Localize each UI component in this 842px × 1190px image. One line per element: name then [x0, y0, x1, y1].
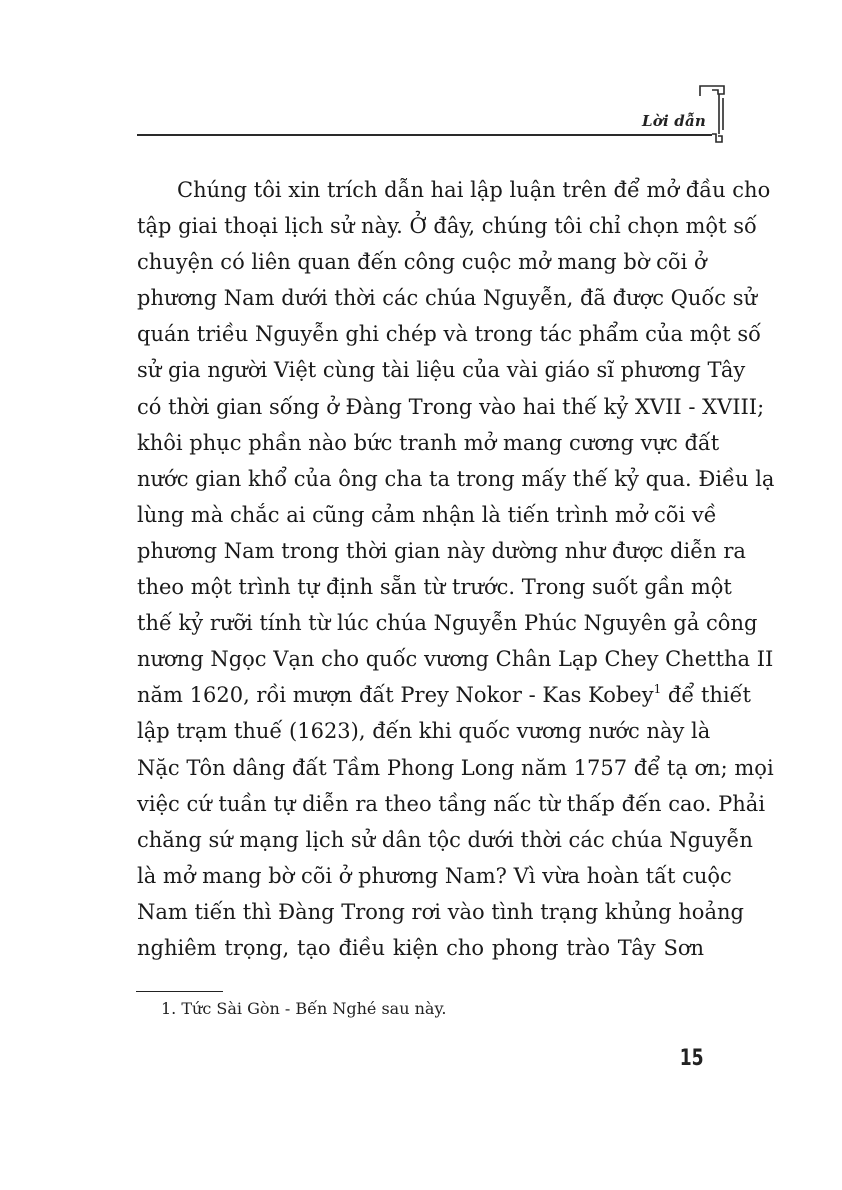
text-line: có thời gian sống ở Đàng Trong vào hai thế kỷ XVII - XVIII; — [137, 394, 765, 419]
footnote-rule — [136, 991, 223, 992]
text-line: chuyện có liên quan đến công cuộc mở mang bờ cõi ở — [137, 250, 707, 275]
text-line: phương Nam trong thời gian này dường như được diễn ra — [137, 538, 746, 563]
body-paragraph — [137, 172, 775, 966]
page-number: 15 — [680, 1046, 704, 1071]
text-line: lập trạm thuế (1623), đến khi quốc vương nước này là — [137, 719, 711, 744]
text-line: chăng sứ mạng lịch sử dân tộc dưới thời các chúa Nguyễn — [137, 827, 753, 852]
text-line: nước gian khổ của ông cha ta trong mấy thế kỷ qua. Điều lạ — [137, 466, 775, 491]
text-line: thế kỷ rưỡi tính từ lúc chúa Nguyễn Phúc Nguyên gả công — [137, 611, 758, 636]
text-line: Nặc Tôn dâng đất Tầm Phong Long năm 1757 để tạ ơn; mọi — [137, 755, 774, 780]
text-line-segment: năm 1620, rồi mượn đất Prey Nokor - Kas Kobey — [137, 683, 654, 708]
text-line: Nam tiến thì Đàng Trong rơi vào tình trạng khủng hoảng — [137, 899, 744, 924]
text-line: nghiêm trọng, tạo điều kiện cho phong trào Tây Sơn — [137, 935, 704, 960]
text-line: quán triều Nguyễn ghi chép và trong tác phẩm của một số — [137, 322, 761, 347]
footnote-reference: 1 — [653, 682, 662, 697]
header-rule — [137, 134, 712, 136]
text-line: khôi phục phần nào bức tranh mở mang cương vực đất — [137, 430, 720, 455]
text-line: theo một trình tự định sẵn từ trước. Trong suốt gần một — [137, 575, 732, 600]
text-line: tập giai thoại lịch sử này. Ở đây, chúng tôi chỉ chọn một số — [137, 214, 757, 239]
text-line-with-footnote — [137, 677, 751, 713]
running-header-title: Lời dẫn — [642, 112, 706, 130]
footnote: 1. Tức Sài Gòn - Bến Nghé sau này. — [161, 999, 447, 1018]
text-line: lùng mà chắc ai cũng cảm nhận là tiến trình mở cõi về — [137, 502, 717, 527]
text-line: phương Nam dưới thời các chúa Nguyễn, đã được Quốc sử — [137, 286, 758, 311]
corner-ornament-icon — [700, 80, 730, 150]
text-line: là mở mang bờ cõi ở phương Nam? Vì vừa hoàn tất cuộc — [137, 863, 732, 888]
text-line-segment: để thiết — [661, 683, 751, 708]
text-line: Chúng tôi xin trích dẫn hai lập luận trên để mở đầu cho — [177, 178, 771, 202]
text-line: sử gia người Việt cùng tài liệu của vài giáo sĩ phương Tây — [137, 358, 746, 383]
text-line: nương Ngọc Vạn cho quốc vương Chân Lạp Chey Chettha II — [137, 647, 774, 672]
text-line: việc cứ tuần tự diễn ra theo tầng nấc từ thấp đến cao. Phải — [137, 791, 766, 816]
